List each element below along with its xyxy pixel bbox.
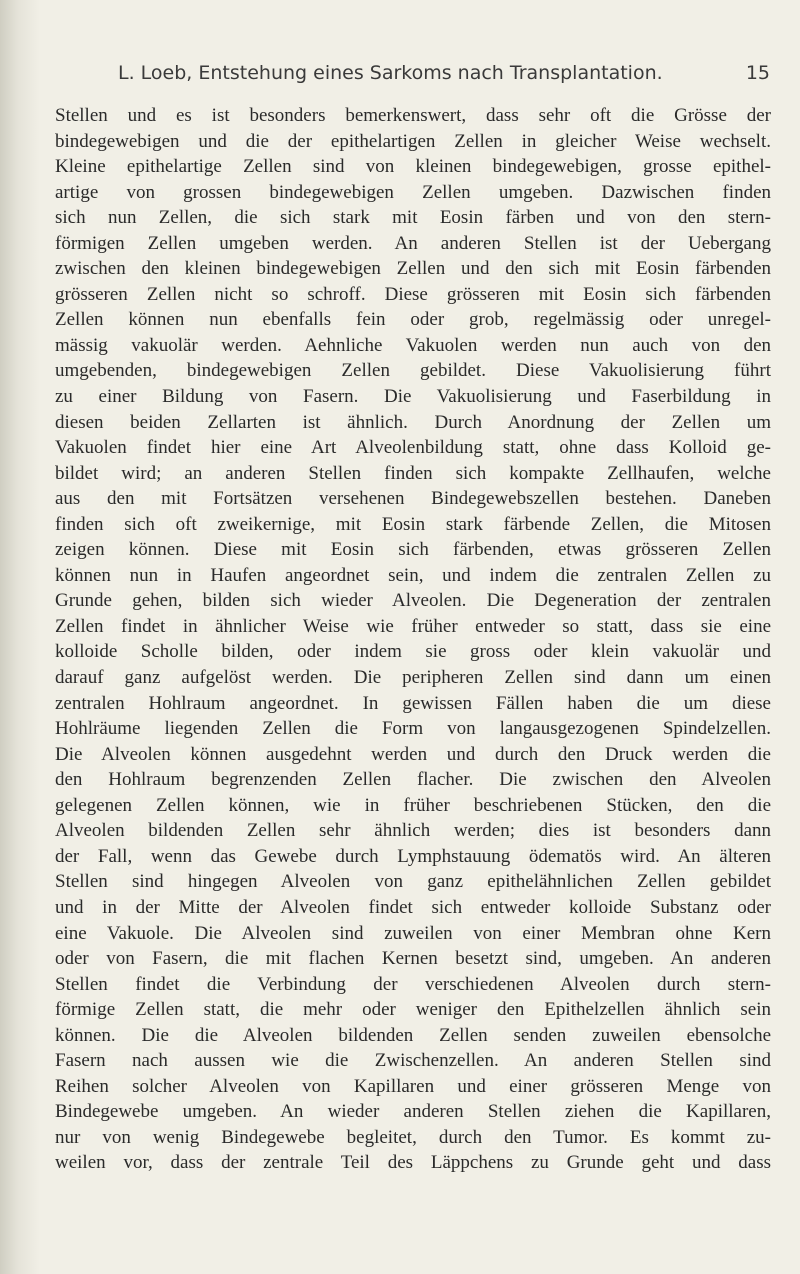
text-line: können. Die die Alveolen bildenden Zellen senden zuweilen ebensolche [55,1024,771,1046]
text-line: können nun in Haufen angeordnet sein, und indem die zentralen Zellen zu [55,564,771,586]
text-line: grösseren Zellen nicht so schroff. Diese grösseren mit Eosin sich färbenden [55,283,771,305]
text-line: Grunde gehen, bilden sich wieder Alveolen. Die Degeneration der zentralen [55,590,771,612]
text-line: zwischen den kleinen bindegewebigen Zellen und den sich mit Eosin färbenden [55,258,771,280]
text-line: kolloide Scholle bilden, oder indem sie gross oder klein vakuolär und [55,641,771,663]
text-line: mässig vakuolär werden. Aehnliche Vakuolen werden nun auch von den [55,334,771,356]
text-line: förmigen Zellen umgeben werden. An anderen Stellen ist der Uebergang [55,232,771,254]
text-line: Stellen und es ist besonders bemerkenswert, dass sehr oft die Grösse der [55,105,771,126]
text-line: gelegenen Zellen können, wie in früher beschriebenen Stücken, den die [55,794,771,816]
text-line: Reihen solcher Alveolen von Kapillaren und einer grösseren Menge von [55,1075,771,1097]
text-line: und in der Mitte der Alveolen findet sich entweder kolloide Substanz oder [55,896,771,918]
text-line: nur von wenig Bindegewebe begleitet, durch den Tumor. Es kommt zu- [55,1126,771,1148]
text-line: zeigen können. Diese mit Eosin sich färbenden, etwas grösseren Zellen [55,539,771,561]
text-line: Vakuolen findet hier eine Art Alveolenbildung statt, ohne dass Kolloid ge- [55,437,771,459]
text-line: diesen beiden Zellarten ist ähnlich. Durch Anordnung der Zellen um [55,411,771,433]
text-line: Bindegewebe umgeben. An wieder anderen Stellen ziehen die Kapillaren, [55,1101,771,1123]
text-line: zentralen Hohlraum angeordnet. In gewissen Fällen haben die um diese [55,692,771,714]
text-line: eine Vakuole. Die Alveolen sind zuweilen von einer Membran ohne Kern [55,922,771,944]
body-paragraph [55,103,771,1176]
text-line: Stellen findet die Verbindung der verschiedenen Alveolen durch stern- [55,973,771,995]
text-line: Fasern nach aussen wie die Zwischenzellen. An anderen Stellen sind [55,1050,771,1072]
page-header [118,62,770,90]
text-line: oder von Fasern, die mit flachen Kernen besetzt sind, umgeben. An anderen [55,948,771,970]
text-line: artige von grossen bindegewebigen Zellen umgeben. Dazwischen finden [55,181,771,203]
text-line: Stellen sind hingegen Alveolen von ganz epithelähnlichen Zellen gebildet [55,871,771,893]
text-line: darauf ganz aufgelöst werden. Die peripheren Zellen sind dann um einen [55,667,771,689]
text-line: zu einer Bildung von Fasern. Die Vakuolisierung und Faserbildung in [55,386,771,408]
text-line: sich nun Zellen, die sich stark mit Eosin färben und von den stern- [55,207,771,229]
text-line: Zellen findet in ähnlicher Weise wie früher entweder so statt, dass sie eine [55,615,771,637]
text-line: Die Alveolen können ausgedehnt werden und durch den Druck werden die [55,743,771,765]
text-line: bildet wird; an anderen Stellen finden sich kompakte Zellhaufen, welche [55,462,771,484]
text-line: Kleine epithelartige Zellen sind von kleinen bindegewebigen, grosse epithel- [55,156,771,178]
text-line: umgebenden, bindegewebigen Zellen gebildet. Diese Vakuolisierung führt [55,360,771,382]
text-line: bindegewebigen und die der epithelartigen Zellen in gleicher Weise wechselt. [55,130,771,152]
text-line: Zellen können nun ebenfalls fein oder grob, regelmässig oder unregel- [55,309,771,331]
text-line: der Fall, wenn das Gewebe durch Lymphstauung ödematös wird. An älteren [55,845,771,867]
text-line: aus den mit Fortsätzen versehenen Bindegewebszellen bestehen. Daneben [55,488,771,510]
text-line: förmige Zellen statt, die mehr oder weniger den Epithelzellen ähnlich sein [55,999,771,1021]
running-title: L. Loeb, Entstehung eines Sarkoms nach Transplantation. [118,62,663,84]
text-line: finden sich oft zweikernige, mit Eosin stark färbende Zellen, die Mitosen [55,513,771,535]
text-line: Alveolen bildenden Zellen sehr ähnlich werden; dies ist besonders dann [55,820,771,842]
text-line: Hohlräume liegenden Zellen die Form von langausgezogenen Spindelzellen. [55,718,771,740]
text-line: weilen vor, dass der zentrale Teil des Läppchens zu Grunde geht und dass [55,1152,771,1174]
page-number: 15 [745,62,770,84]
text-line: den Hohlraum begrenzenden Zellen flacher. Die zwischen den Alveolen [55,769,771,791]
